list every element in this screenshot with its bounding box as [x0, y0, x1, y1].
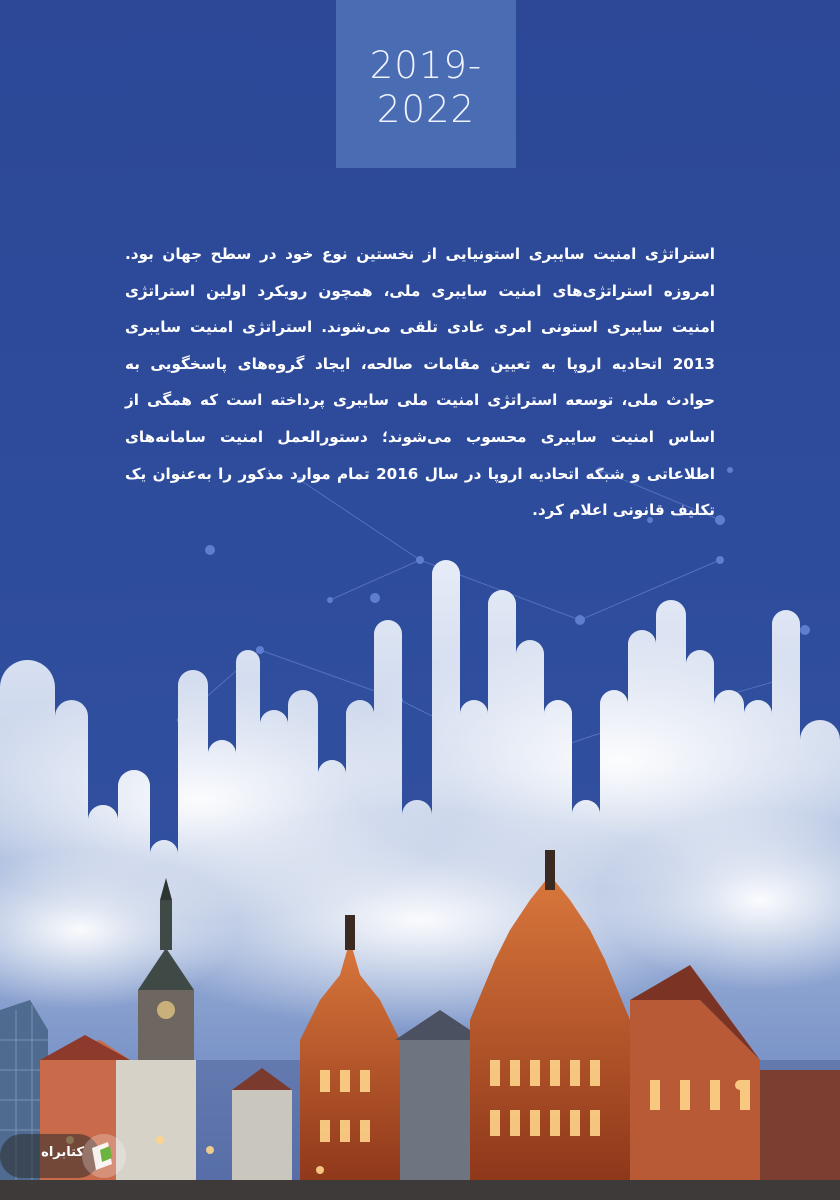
year-range-start: 2019- [369, 44, 483, 87]
body-paragraph: استراتژی امنیت سایبری استونیایی از نخستین نوع خود در سطح جهان بود. امروزه استراتژی‌های امنیت سایبری ملی، همچون رویکرد اولین استراتژی امنیت سایبری استونی امری عادی تلقی می‌شوند. استراتژی امنیت سایبری 2013 اتحادیه اروپا به تعیین مقامات صالحه، ایجاد گروه‌های پاسخگویی به حوادث ملی، توسعه استراتژی امنیت ملی سایبری پرداخته است که همگی از اساس امنیت سایبری محسوب می‌شوند؛ دستورالعمل امنیت سامانه‌های اطلاعاتی و شبکه اتحادیه اروپا در سال 2016 تمام موارد مذکور را به‌عنوان یک تکلیف قانونی اعلام کرد. [125, 245, 716, 520]
watermark-label: کتابراه [41, 1145, 84, 1160]
ketabrah-logo-icon [82, 1134, 126, 1178]
year-range-end: 2022 [376, 88, 476, 131]
